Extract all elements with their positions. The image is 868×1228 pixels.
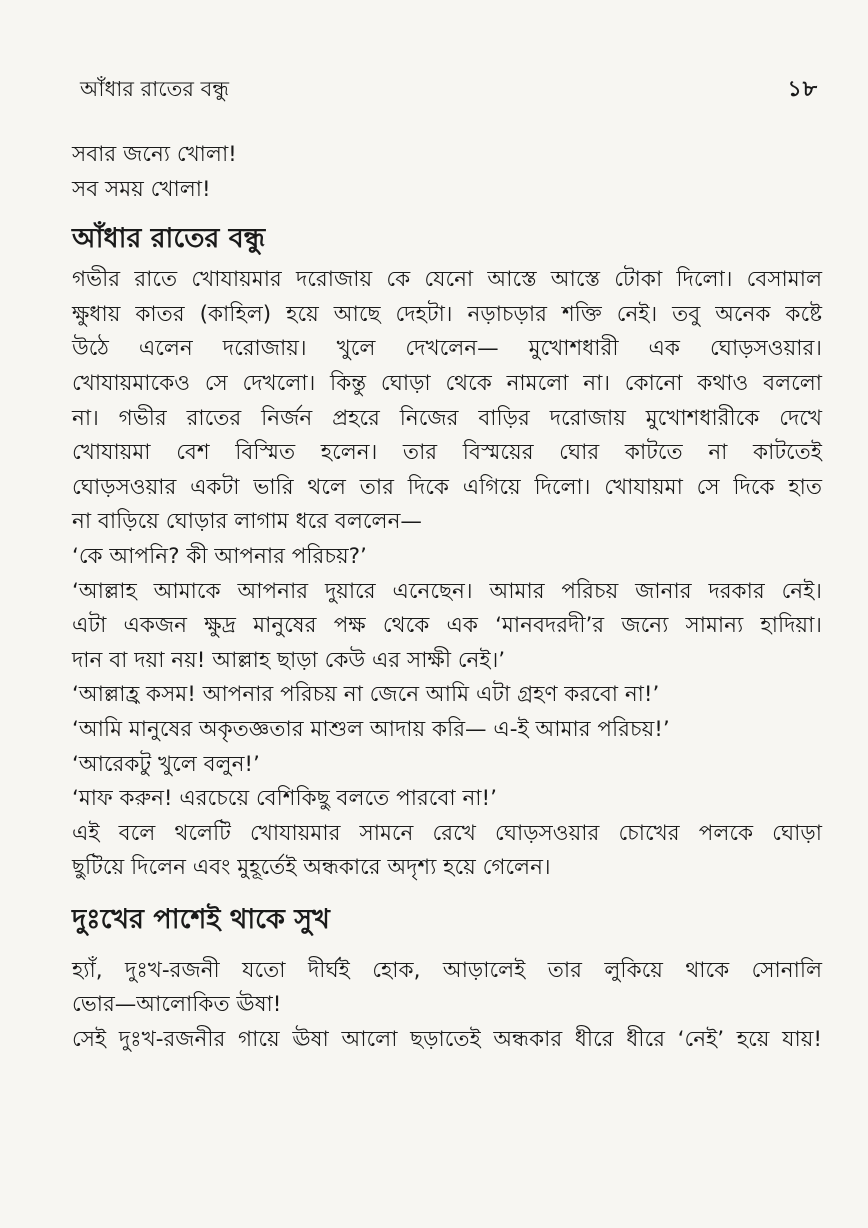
paragraph-line: এই বলে থলেটি খোযায়মার সামনে রেখে ঘোড়সওয়ার চোখের পলকে ঘোড়া [72, 820, 822, 846]
paragraph-line: না। গভীর রাতের নির্জন প্রহরে নিজের বাড়ির দরোজায় মুখোশধারীকে দেখে [72, 405, 822, 431]
paragraph-line: গভীর রাতে খোযায়মার দরোজায় কে যেনো আস্তে আস্তে টোকা দিলো। বেসামাল [72, 267, 822, 293]
running-header [80, 72, 818, 108]
paragraph-line: হ্যাঁ, দুঃখ-রজনী যতো দীর্ঘই হোক, আড়ালেই তার লুকিয়ে থাকে সোনালি [72, 957, 822, 983]
section-body [72, 263, 822, 886]
paragraph-line: সেই দুঃখ-রজনীর গায়ে ঊষা আলো ছড়াতেই অন্ধকার ধীরে ধীরে ‘নেই’ হয়ে যায়! [72, 1027, 822, 1053]
paragraph-line: না বাড়িয়ে ঘোড়ার লাগাম ধরে বললেন— [72, 509, 422, 535]
dialogue-line: ‘মাফ করুন! এরচেয়ে বেশিকিছু বলতে পারবো না!’ [72, 786, 497, 812]
paragraph-line: উঠে এলেন দরোজায়। খুলে দেখলেন— মুখোশধারী এক ঘোড়সওয়ার। [72, 336, 822, 362]
intro-line: সবার জন্যে খোলা! [72, 142, 237, 167]
dialogue-line: এটা একজন ক্ষুদ্র মানুষের পক্ষ থেকে এক ‘মানবদরদী’র জন্যে সামান্য হাদিয়া। [72, 613, 822, 639]
paragraph-line: ছুটিয়ে দিলেন এবং মুহূর্তেই অন্ধকারে অদৃশ্য হয়ে গেলেন। [72, 855, 551, 881]
paragraph-line: খোযায়মাকেও সে দেখলো। কিন্তু ঘোড়া থেকে নামলো না। কোনো কথাও বললো [72, 370, 822, 396]
intro-line: সব সময় খোলা! [72, 176, 211, 202]
page-content [72, 138, 822, 1058]
dialogue-line: ‘আল্লাহ আমাকে আপনার দুয়ারে এনেছেন। আমার পরিচয় জানার দরকার নেই। [72, 578, 822, 604]
dialogue-line: ‘কে আপনি? কী আপনার পরিচয়?’ [72, 543, 367, 569]
paragraph-line: ঘোড়সওয়ার একটা ভারি থলে তার দিকে এগিয়ে দিলো। খোযায়মা সে দিকে হাত [72, 474, 822, 500]
paragraph-line: খোযায়মা বেশ বিস্মিত হলেন। তার বিস্ময়ের ঘোর কাটতে না কাটতেই [72, 440, 822, 466]
dialogue-line: ‘আল্লাহ্র কসম! আপনার পরিচয় না জেনে আমি এটা গ্রহণ করবো না!’ [72, 682, 660, 708]
running-header-title: আঁধার রাতের বন্ধু [80, 76, 229, 101]
section-body [72, 954, 822, 1058]
dialogue-line: দান বা দয়া নয়! আল্লাহ ছাড়া কেউ এর সাক্ষী নেই।’ [72, 647, 506, 673]
dialogue-line: ‘আমি মানুষের অকৃতজ্ঞতার মাশুল আদায় করি— এ-ই আমার পরিচয়!’ [72, 716, 670, 742]
dialogue-line: ‘আরেকটু খুলে বলুন!’ [72, 751, 260, 777]
paragraph-line: ভোর—আলোকিত ঊষা! [72, 992, 282, 1018]
section-heading: দুঃখের পাশেই থাকে সুখ [72, 903, 330, 935]
page-number: ১৮ [787, 76, 818, 102]
paragraph-line: ক্ষুধায় কাতর (কাহিল) হয়ে আছে দেহটা। নড়াচড়ার শক্তি নেই। তবু অনেক কষ্টে [72, 301, 822, 327]
section-heading: আঁধার রাতের বন্ধু [72, 223, 266, 255]
